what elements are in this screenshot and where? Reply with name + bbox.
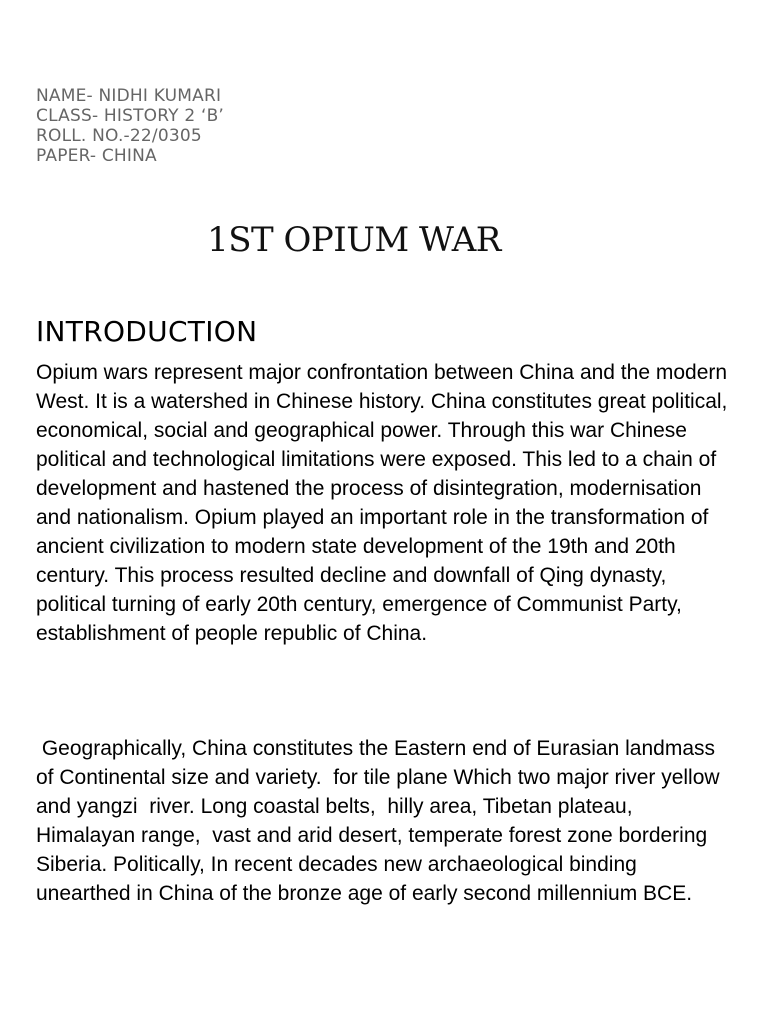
student-name: NAME- NIDHI KUMARI [36,86,222,106]
document-title: 1ST OPIUM WAR [207,220,501,260]
student-roll-number: ROLL. NO.-22/0305 [36,126,202,146]
paragraph-introduction: Opium wars represent major confrontation between China and the modern West. It is a watershed in Chinese history. China constitutes great political, economical, social and geographical power. Through this war Chinese political and technological limitations were exposed. This led to a chain of development and hastened the process of disintegration, modernisation and nationalism. Opium played an important role in the transformation of ancient civilization to modern state development of the 19th and 20th century. This process resulted decline and downfall of Qing dynasty, political turning of early 20th century, emergence of Communist Party, establishment of people republic of China. [36,361,728,645]
student-paper: PAPER- CHINA [36,146,157,166]
section-heading: INTRODUCTION [36,315,258,348]
student-class: CLASS- HISTORY 2 ‘B’ [36,106,225,126]
student-info-block [36,86,224,166]
paragraph-geography: Geographically, China constitutes the Eastern end of Eurasian landmass of Continental size and variety. for tile plane Which two major river yellow and yangzi river. Long coastal belts, hilly area, Tibetan plateau, Himalayan range, vast and arid desert, temperate forest zone bordering Siberia. Politically, In recent decades new archaeological binding unearthed in China of the bronze age of early second millennium BCE. [36,737,726,905]
